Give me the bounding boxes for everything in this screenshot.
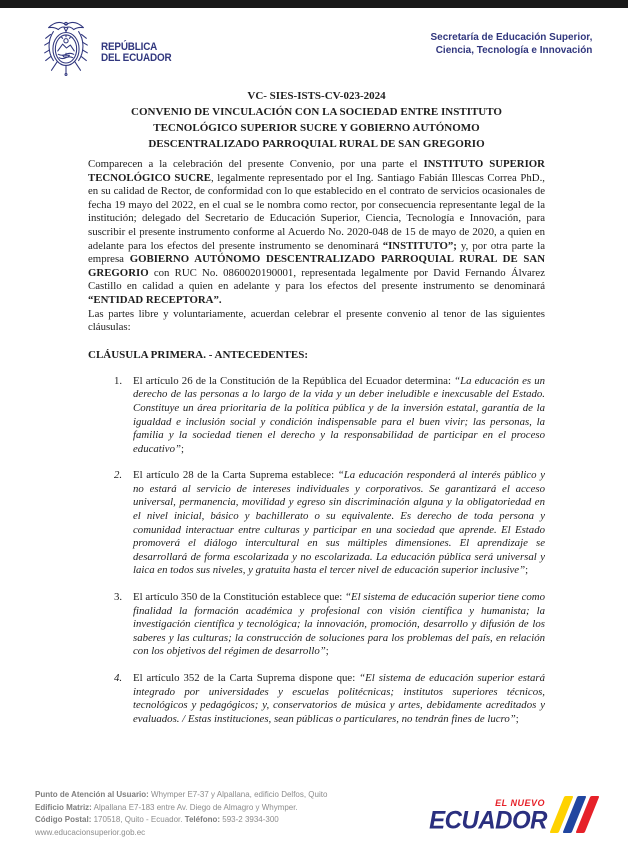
item-quote: “La educación es un derecho de las personas a lo largo de la vida y un deber ineludible e inexcusable del Estado. Constituye un área prioritaria de la política pública y de la inversión estatal, garantía de la igualdad e inclusión social y condición indispensable para el buen vivir; las personas, la familia y la sociedad tienen el derecho y la responsabilidad de participar en el proceso educativo”: [133, 374, 545, 455]
ecuador-coat-of-arms-icon: [34, 17, 98, 79]
website-url: www.educacionsuperior.gob.ec: [35, 826, 146, 837]
el-nuevo-ecuador-logo: [429, 796, 592, 834]
antecedent-item-4: [88, 672, 545, 726]
antecedent-item-2: [88, 469, 545, 578]
item-text: [133, 375, 545, 457]
antecedent-item-1: [88, 375, 545, 457]
title-line-1: CONVENIO DE VINCULACIÓN CON LA SOCIEDAD ENTRE INSTITUTO: [131, 106, 502, 118]
antecedents-list: [88, 375, 545, 727]
footer-text: Whymper E7-37 y Alpallana, edificio Delfos, Quito: [148, 789, 328, 800]
item-tail: ;: [515, 712, 519, 725]
entidad-receptora-alias: “ENTIDAD RECEPTORA”.: [88, 293, 222, 306]
footer-label: Edificio Matriz:: [35, 801, 92, 812]
item-lead: El artículo 28 de la Carta Suprema establece:: [133, 469, 338, 482]
republic-brand-text: [101, 42, 171, 65]
top-black-bar: [0, 0, 628, 8]
logo-wordmark: [429, 798, 547, 834]
footer-line-postal: [35, 813, 327, 825]
opening-text: Comparecen a la celebración del presente Convenio, por una parte el: [88, 158, 424, 170]
antecedent-item-3: [88, 591, 545, 659]
item-tail: ;: [525, 564, 529, 577]
secretaria-line-1: Secretaría de Educación Superior,: [430, 31, 592, 43]
item-number: 4.: [114, 672, 123, 684]
footer-text: 170518, Quito - Ecuador.: [91, 814, 185, 825]
page-footer: [35, 788, 598, 838]
opening-text: , legalmente representado por el Ing. Santiago Fabián Illescas Correa PhD., en su calidad de Rector, de conformidad con lo que establecido en el contrato de servicios ocasionales de fecha 19 mayo del 2022, en el cual se le nombra como rector, por consecuencia representante legal de la institución; delegado del Secretario de Educación Superior, Ciencia, Tecnología e Innovación, para suscribir el presente instrumento conforme al Acuerdo No. 2020-048 de 15 de mayo de 2020, a quien en adelante para los efectos del presente instrumento se denominará: [88, 171, 545, 252]
brand-line-1: REPÚBLICA: [101, 40, 158, 53]
opening-paragraph: [88, 158, 545, 308]
instituto-name: INSTITUTO SUPERIOR TECNOLÓGICO SUCRE: [88, 158, 545, 184]
instituto-alias: “INSTITUTO”;: [382, 239, 457, 252]
item-tail: ;: [180, 442, 184, 455]
footer-line-attention: [35, 788, 327, 800]
item-quote: “El sistema de educación superior tiene como finalidad la formación académica y profesional con visión científica y humanista; la investigación científica y tecnológica; la innovación, promoción, desarrollo y difusión de los saberes y las culturas; la construcción de soluciones para los problemas del país, en relación con los objetivos del régimen de desarrollo”: [133, 591, 545, 658]
item-quote: “El sistema de educación superior estará integrado por universidades y escuelas politécnicas; institutos superiores técnicos, tecnológicos y pedagógicos; y, conservatorios de música y artes, debidamente acreditados y evaluados. / Estas instituciones, sean públicas o particulares, no tendrán fines de lucro”: [133, 672, 545, 725]
title-line-2: TECNOLÓGICO SUPERIOR SUCRE Y GOBIERNO AUTÓNOMO: [153, 122, 480, 134]
footer-line-matriz: [35, 801, 327, 813]
item-number: 3.: [114, 591, 123, 604]
item-text: [133, 672, 545, 726]
item-quote: “La educación responderá al interés público y no estará al servicio de intereses individuales y corporativos. Se garantizará el acceso universal, permanencia, movilidad y egreso sin discriminación alguna y la obligatoriedad en el nivel inicial, básico y bachillerato o su equivalente. Es derecho de toda persona y comunidad interactuar entre culturas y participar en una sociedad que aprende. El Estado promoverá el diálogo intercultural en sus múltiples dimensiones. El aprendizaje se desarrollará de forma escolarizada y no escolarizada. La educación pública será universal y laica en todos sus niveles, y gratuita hasta el tercer nivel de educación superior inclusive”: [133, 469, 545, 577]
footer-label: Código Postal:: [35, 814, 92, 825]
footer-label: Punto de Atención al Usuario:: [35, 789, 149, 800]
item-text: [133, 469, 545, 578]
item-number: 2.: [114, 469, 123, 482]
gad-name: GOBIERNO AUTÓNOMO DESCENTRALIZADO PARROQUIAL RURAL DE SAN GREGORIO: [88, 253, 545, 279]
item-lead: El artículo 350 de la Constitución establece que:: [133, 591, 346, 604]
document-title: [88, 104, 545, 152]
secretaria-title: [430, 31, 592, 57]
republic-brand: [34, 17, 179, 79]
item-text: [133, 591, 545, 659]
document-body: [0, 88, 628, 726]
item-lead: El artículo 26 de la Constitución de la República del Ecuador determina:: [133, 374, 455, 387]
brand-line-2: DEL ECUADOR: [101, 52, 172, 64]
opening-text: con RUC No. 0860020190001, representada legalmente por David Fernando Álvarez Castillo en calidad a quien en adelante y para los efectos del presente instrumento se denominará: [88, 266, 545, 293]
footer-text: Alpallana E7-183 entre Av. Diego de Almagro y Whymper.: [91, 801, 298, 812]
item-tail: ;: [325, 645, 329, 658]
footer-label: Teléfono:: [184, 814, 221, 825]
title-line-3: DESCENTRALIZADO PARROQUIAL RURAL DE SAN GREGORIO: [148, 138, 485, 150]
opening-text: y, por otra parte la empresa: [88, 239, 545, 266]
document-code: VC- SIES-ISTS-CV-023-2024: [247, 90, 386, 102]
flag-stripes-icon: [553, 796, 592, 833]
contact-info: [35, 788, 327, 838]
logo-ecuador-label: ECUADOR: [429, 806, 547, 836]
item-number: 1.: [114, 374, 123, 387]
secretaria-line-2: Ciencia, Tecnología e Innovación: [435, 44, 592, 56]
footer-text: 593-2 3934-300: [220, 814, 279, 825]
logo-el-nuevo-label: EL NUEVO: [495, 798, 545, 809]
agreement-paragraph: Las partes libre y voluntariamente, acuerdan celebrar el presente convenio al tenor de las siguientes cláusulas:: [88, 307, 545, 334]
page-header: [0, 8, 628, 83]
clause-heading: CLÁUSULA PRIMERA. - ANTECEDENTES:: [88, 348, 309, 361]
item-lead: El artículo 352 de la Carta Suprema dispone que:: [133, 672, 360, 684]
